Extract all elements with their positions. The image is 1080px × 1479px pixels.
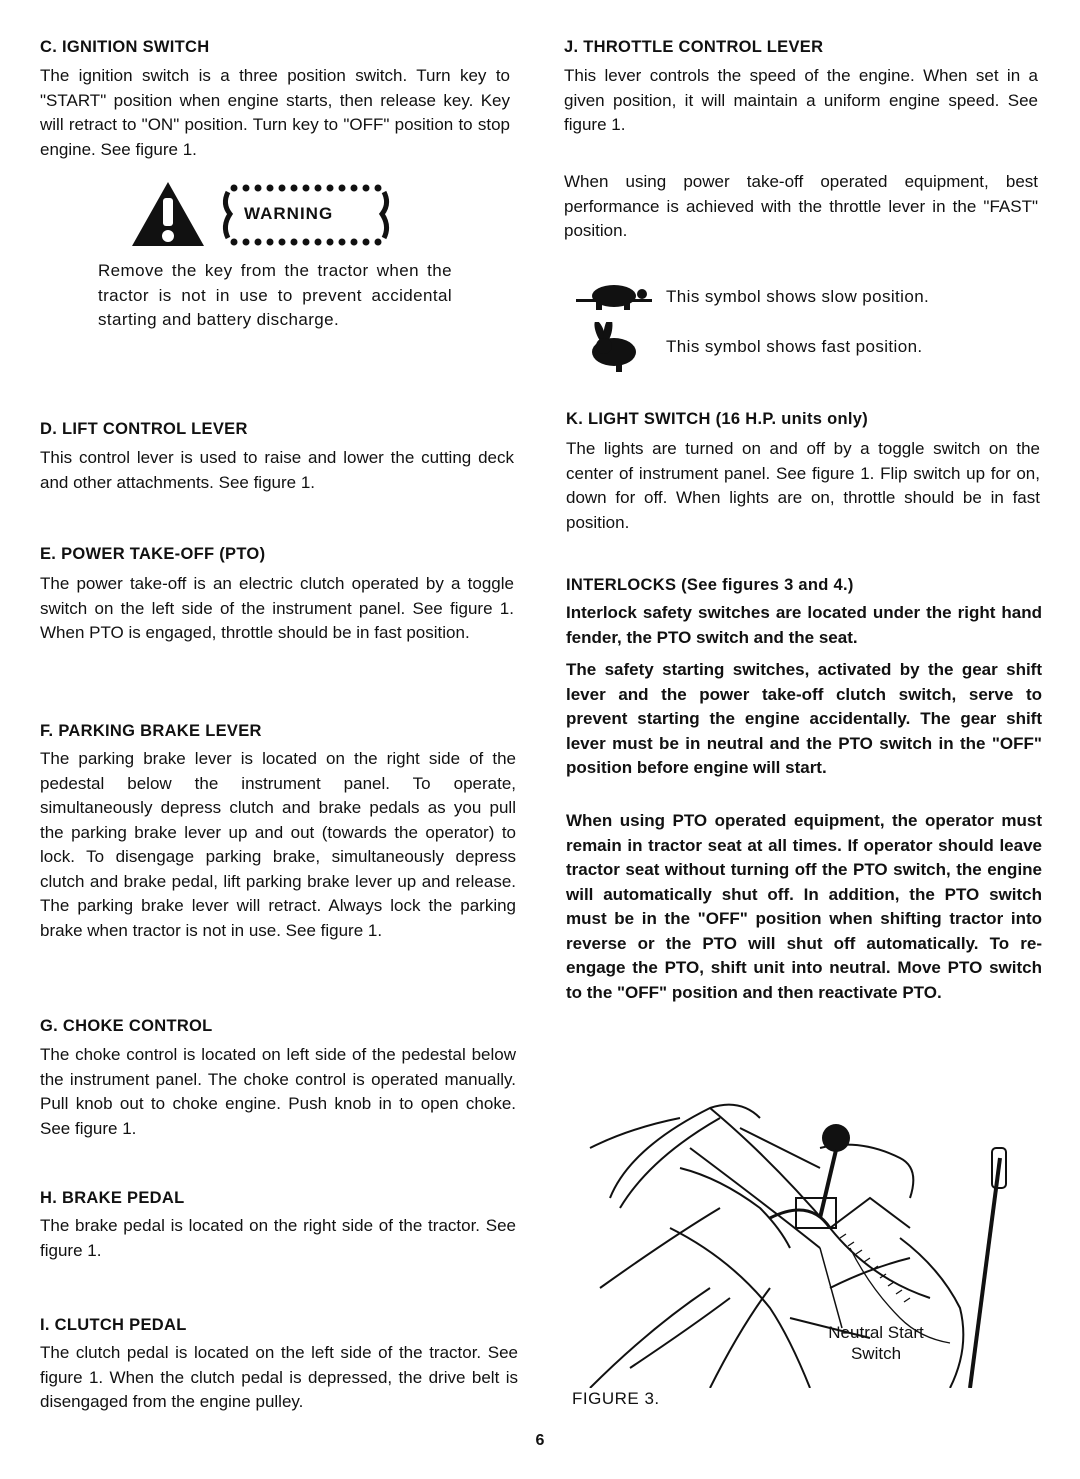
throttle-body-1: This lever controls the speed of the engine. When set in a given position, it will maintain a uniform engine speed. See figure 1. <box>564 66 1038 134</box>
ignition-body: The ignition switch is a three position switch. Turn key to "START" position when engine starts, then release key. Key will retract to "ON" position. Turn key to "OFF" position to stop engine. See figure 1. <box>40 66 510 159</box>
light-heading: K. LIGHT SWITCH (16 H.P. units only) <box>566 410 869 428</box>
fast-symbol-row <box>586 322 923 372</box>
light-body: The lights are turned on and off by a toggle switch on the center of instrument panel. See figure 1. Flip switch up for on, down for off. When lights are on, throttle should be in fast position. <box>566 439 1040 532</box>
brake-body: The brake pedal is located on the right side of the tractor. See figure 1. <box>40 1216 516 1260</box>
parking-heading: F. PARKING BRAKE LEVER <box>40 722 262 740</box>
interlocks-para-3: When using PTO operated equipment, the operator must remain in tractor seat at all times. If operator should leave tractor seat without turning off the PTO switch, the engine will automatically shut off. In addition, the PTO switch must be in the "OFF" position when shifting tractor into reverse or the PTO will shut off automatically. To re-engage the PTO, shift unit into neutral. Move PTO switch to the "OFF" position and then reactivate PTO. <box>566 811 1042 1002</box>
throttle-body-2: When using power take-off operated equipment, best performance is achieved with the throttle lever in the "FAST" position. <box>564 172 1038 240</box>
turtle-icon <box>576 282 652 312</box>
warning-body: Remove the key from the tractor when the tractor is not in use to prevent accidental starting and battery discharge. <box>98 261 452 329</box>
warning-label: WARNING <box>244 204 334 223</box>
interlocks-para-2: The safety starting switches, activated by the gear shift lever and the power take-off clutch switch, serve to prevent starting the engine accidentally. The gear shift lever must be in neutral and the PTO switch in the "OFF" position before engine will start. <box>566 660 1042 777</box>
slow-symbol-text: This symbol shows slow position. <box>666 287 930 306</box>
interlocks-heading: INTERLOCKS (See figures 3 and 4.) <box>566 576 854 594</box>
callout-line-2: Switch <box>850 1344 902 1363</box>
clutch-heading: I. CLUTCH PEDAL <box>40 1316 187 1334</box>
throttle-heading: J. THROTTLE CONTROL LEVER <box>564 38 824 56</box>
choke-body: The choke control is located on left side of the pedestal below the instrument panel. The choke control is operated manually. Pull knob out to choke engine. Push knob in to open choke. See figure 1. <box>40 1045 516 1138</box>
brake-heading: H. BRAKE PEDAL <box>40 1189 185 1207</box>
neutral-start-switch-drawing <box>570 1088 1048 1388</box>
lift-body: This control lever is used to raise and lower the cutting deck and other attachments. See figure 1. <box>40 448 514 492</box>
choke-heading: G. CHOKE CONTROL <box>40 1017 213 1035</box>
callout-line-1: Neutral Start <box>828 1323 924 1342</box>
clutch-body: The clutch pedal is located on the left side of the tractor. See figure 1. When the clutch pedal is depressed, the drive belt is disengaged from the engine pulley. <box>40 1343 518 1411</box>
slow-symbol-row <box>576 282 929 312</box>
warning-banner <box>128 180 408 250</box>
page-number: 6 <box>535 1432 545 1449</box>
fast-symbol-text: This symbol shows fast position. <box>666 337 923 356</box>
pto-heading: E. POWER TAKE-OFF (PTO) <box>40 545 266 563</box>
rabbit-icon <box>586 322 642 372</box>
pto-body: The power take-off is an electric clutch operated by a toggle switch on the left side of the instrument panel. See figure 1. When PTO is engaged, throttle should be in fast position. <box>40 574 514 642</box>
lift-heading: D. LIFT CONTROL LEVER <box>40 420 248 438</box>
interlocks-para-1: Interlock safety switches are located under the right hand fender, the PTO switch and the seat. <box>566 603 1042 647</box>
ignition-heading: C. IGNITION SWITCH <box>40 38 210 56</box>
figure-3-illustration <box>570 1088 1048 1388</box>
parking-body: The parking brake lever is located on the right side of the pedestal below the instrument panel. To operate, simultaneously depress clutch and brake pedals as you pull the parking brake lever up and out (towards the operator) to lock. To disengage parking brake, simultaneously depress clutch and brake pedal, lift parking brake lever up and release. The parking brake lever will retract. Always lock the parking brake when tractor is not in use. See figure 1. <box>40 749 516 940</box>
figure-caption: FIGURE 3. <box>572 1389 660 1408</box>
neutral-start-switch-label <box>816 1322 936 1364</box>
